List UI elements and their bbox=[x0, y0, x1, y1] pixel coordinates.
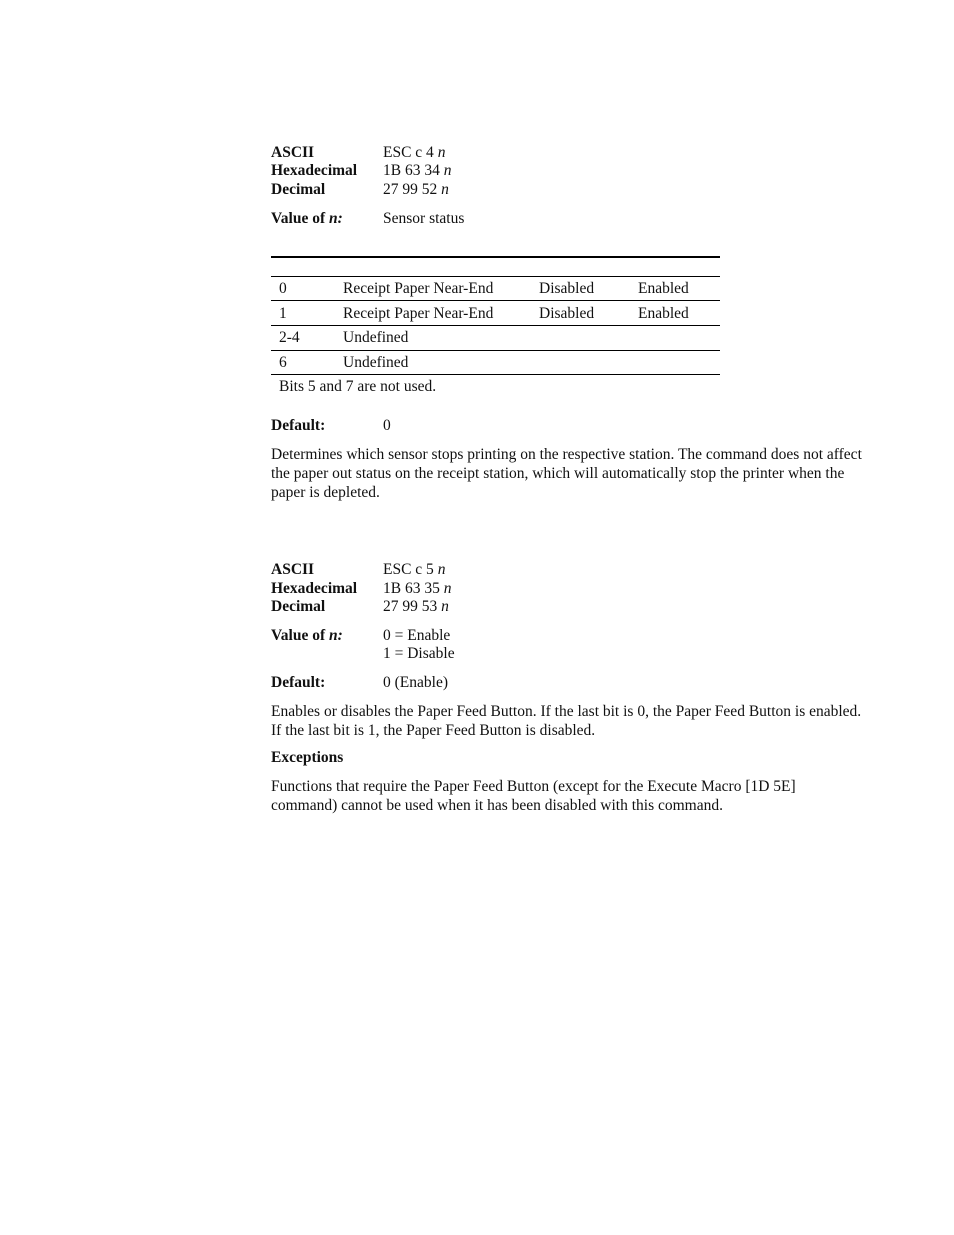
exceptions-heading: Exceptions bbox=[271, 749, 344, 766]
hex-code: 1B 63 35 bbox=[383, 580, 444, 597]
table-cell-on: Enabled bbox=[638, 305, 689, 322]
table-cell-function: Undefined bbox=[343, 354, 409, 371]
decimal-param: n bbox=[441, 598, 449, 615]
decimal-value bbox=[383, 181, 449, 199]
ascii-param: n bbox=[437, 144, 446, 161]
table-cell-function: Undefined bbox=[343, 329, 409, 346]
ascii-label: ASCII bbox=[271, 144, 315, 161]
hex-param: n bbox=[443, 580, 452, 597]
decimal-value bbox=[383, 598, 449, 616]
value-of-text: Value of bbox=[271, 627, 329, 644]
value-of-value: Sensor status bbox=[383, 210, 465, 227]
decimal-code: 27 99 52 bbox=[383, 181, 442, 198]
exceptions-text: Functions that require the Paper Feed Button (except for the Execute Macro [1D 5E] command) cannot be used when it has been disabled with this command. bbox=[271, 778, 796, 814]
table-cell-off: Disabled bbox=[539, 305, 595, 322]
ascii-code: ESC c 4 bbox=[383, 144, 438, 161]
default-value: 0 (Enable) bbox=[383, 674, 448, 691]
default-label: Default: bbox=[271, 674, 326, 691]
value-of-disable: 1 = Disable bbox=[383, 645, 455, 662]
table-cell-function: Receipt Paper Near-End bbox=[343, 305, 494, 322]
table-cell-function: Receipt Paper Near-End bbox=[343, 280, 494, 297]
value-of-text: Value of bbox=[271, 210, 329, 227]
hex-value bbox=[383, 162, 451, 180]
hex-value bbox=[383, 580, 451, 598]
table-row-rule bbox=[271, 325, 720, 326]
decimal-label: Decimal bbox=[271, 181, 326, 198]
hex-label: Hexadecimal bbox=[271, 162, 358, 179]
table-header-rule bbox=[271, 276, 720, 277]
default-label: Default: bbox=[271, 417, 326, 434]
default-value: 0 bbox=[383, 417, 391, 434]
table-cell-bit: 6 bbox=[279, 354, 287, 371]
table-row-rule bbox=[271, 350, 720, 351]
value-of-label bbox=[271, 210, 343, 228]
value-of-param: n: bbox=[329, 210, 343, 227]
value-of-param: n: bbox=[329, 627, 343, 644]
decimal-label: Decimal bbox=[271, 598, 326, 615]
section2-description: Enables or disables the Paper Feed Button. If the last bit is 0, the Paper Feed Button is enabled. If the last bit is 1, the Paper Feed Button is disabled. bbox=[271, 703, 862, 739]
ascii-value bbox=[383, 144, 445, 162]
decimal-param: n bbox=[441, 181, 449, 198]
table-cell-bit: 0 bbox=[279, 280, 287, 297]
ascii-label: ASCII bbox=[271, 561, 315, 578]
table-cell-on: Enabled bbox=[638, 280, 689, 297]
table-top-rule bbox=[271, 256, 720, 258]
ascii-param: n bbox=[437, 561, 446, 578]
hex-code: 1B 63 34 bbox=[383, 162, 444, 179]
ascii-code: ESC c 5 bbox=[383, 561, 438, 578]
table-cell-off: Disabled bbox=[539, 280, 595, 297]
hex-label: Hexadecimal bbox=[271, 580, 358, 597]
table-note: Bits 5 and 7 are not used. bbox=[279, 378, 437, 395]
hex-param: n bbox=[443, 162, 452, 179]
ascii-value bbox=[383, 561, 445, 579]
section1-description: Determines which sensor stops printing on the respective station. The command does not affect the paper out status on the receipt station, which will automatically stop the printer when the paper is depleted. bbox=[271, 446, 862, 501]
value-of-enable: 0 = Enable bbox=[383, 627, 451, 644]
decimal-code: 27 99 53 bbox=[383, 598, 442, 615]
value-of-label bbox=[271, 627, 343, 645]
table-cell-bit: 2-4 bbox=[279, 329, 300, 346]
table-bottom-rule bbox=[271, 374, 720, 375]
table-cell-bit: 1 bbox=[279, 305, 287, 322]
table-row-rule bbox=[271, 300, 720, 301]
